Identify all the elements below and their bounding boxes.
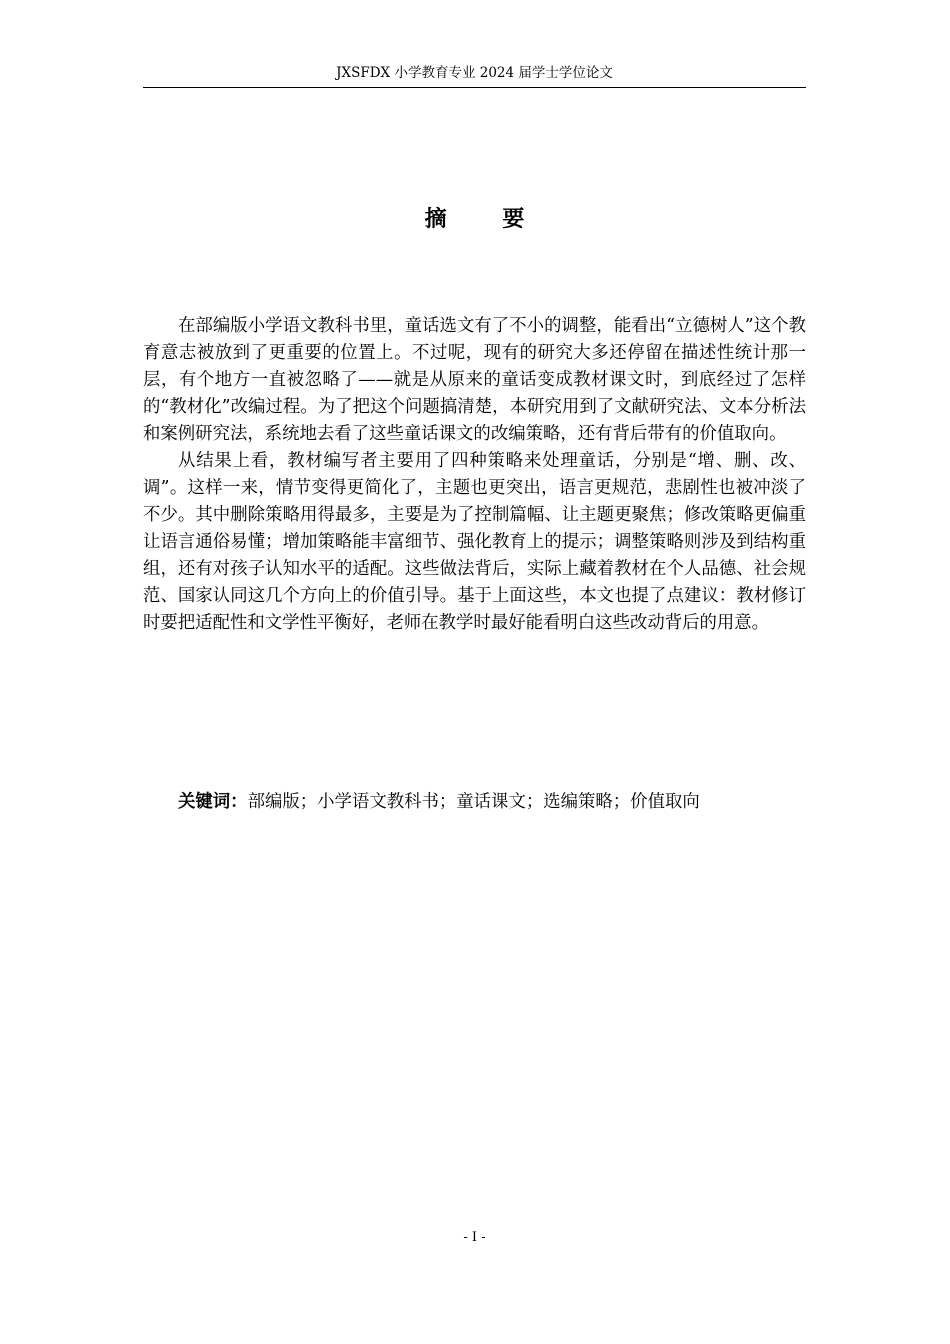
abstract-body [143,313,806,637]
keywords-line [178,789,806,816]
header-rule [143,87,806,88]
page-number: - I - [463,1230,486,1245]
keywords-text: 部编版；小学语文教科书；童话课文；选编策略；价值取向 [247,792,700,812]
abstract-title: 摘 要 [424,207,549,232]
abstract-paragraph-2: 从结果上看，教材编写者主要用了四种策略来处理童话，分别是“增、删、改、调”。这样一来，情节变得更简化了，主题也更突出，语言更规范，悲剧性也被冲淡了不少。其中删除策略用得最多，主要是为了控制篇幅、让主题更聚焦；修改策略更偏重让语言通俗易懂；增加策略能丰富细节、强化教育上的提示；调整策略则涉及到结构重组，还有对孩子认知水平的适配。这些做法背后，实际上藏着教材在个人品德、社会规范、国家认同这几个方向上的价值引导。基于上面这些，本文也提了点建议：教材修订时要把适配性和文学性平衡好，老师在教学时最好能看明白这些改动背后的用意。 [143,451,806,633]
running-header: JXSFDX 小学教育专业 2024 届学士学位论文 [336,65,613,81]
keywords-label: 关键词： [178,792,248,812]
abstract-paragraph-1: 在部编版小学语文教科书里，童话选文有了不小的调整，能看出“立德树人”这个教育意志被放到了更重要的位置上。不过呢，现有的研究大多还停留在描述性统计那一层，有个地方一直被忽略了——就是从原来的童话变成教材课文时，到底经过了怎样的“教材化”改编过程。为了把这个问题搞清楚，本研究用到了文献研究法、文本分析法和案例研究法，系统地去看了这些童话课文的改编策略，还有背后带有的价值取向。 [143,316,806,444]
